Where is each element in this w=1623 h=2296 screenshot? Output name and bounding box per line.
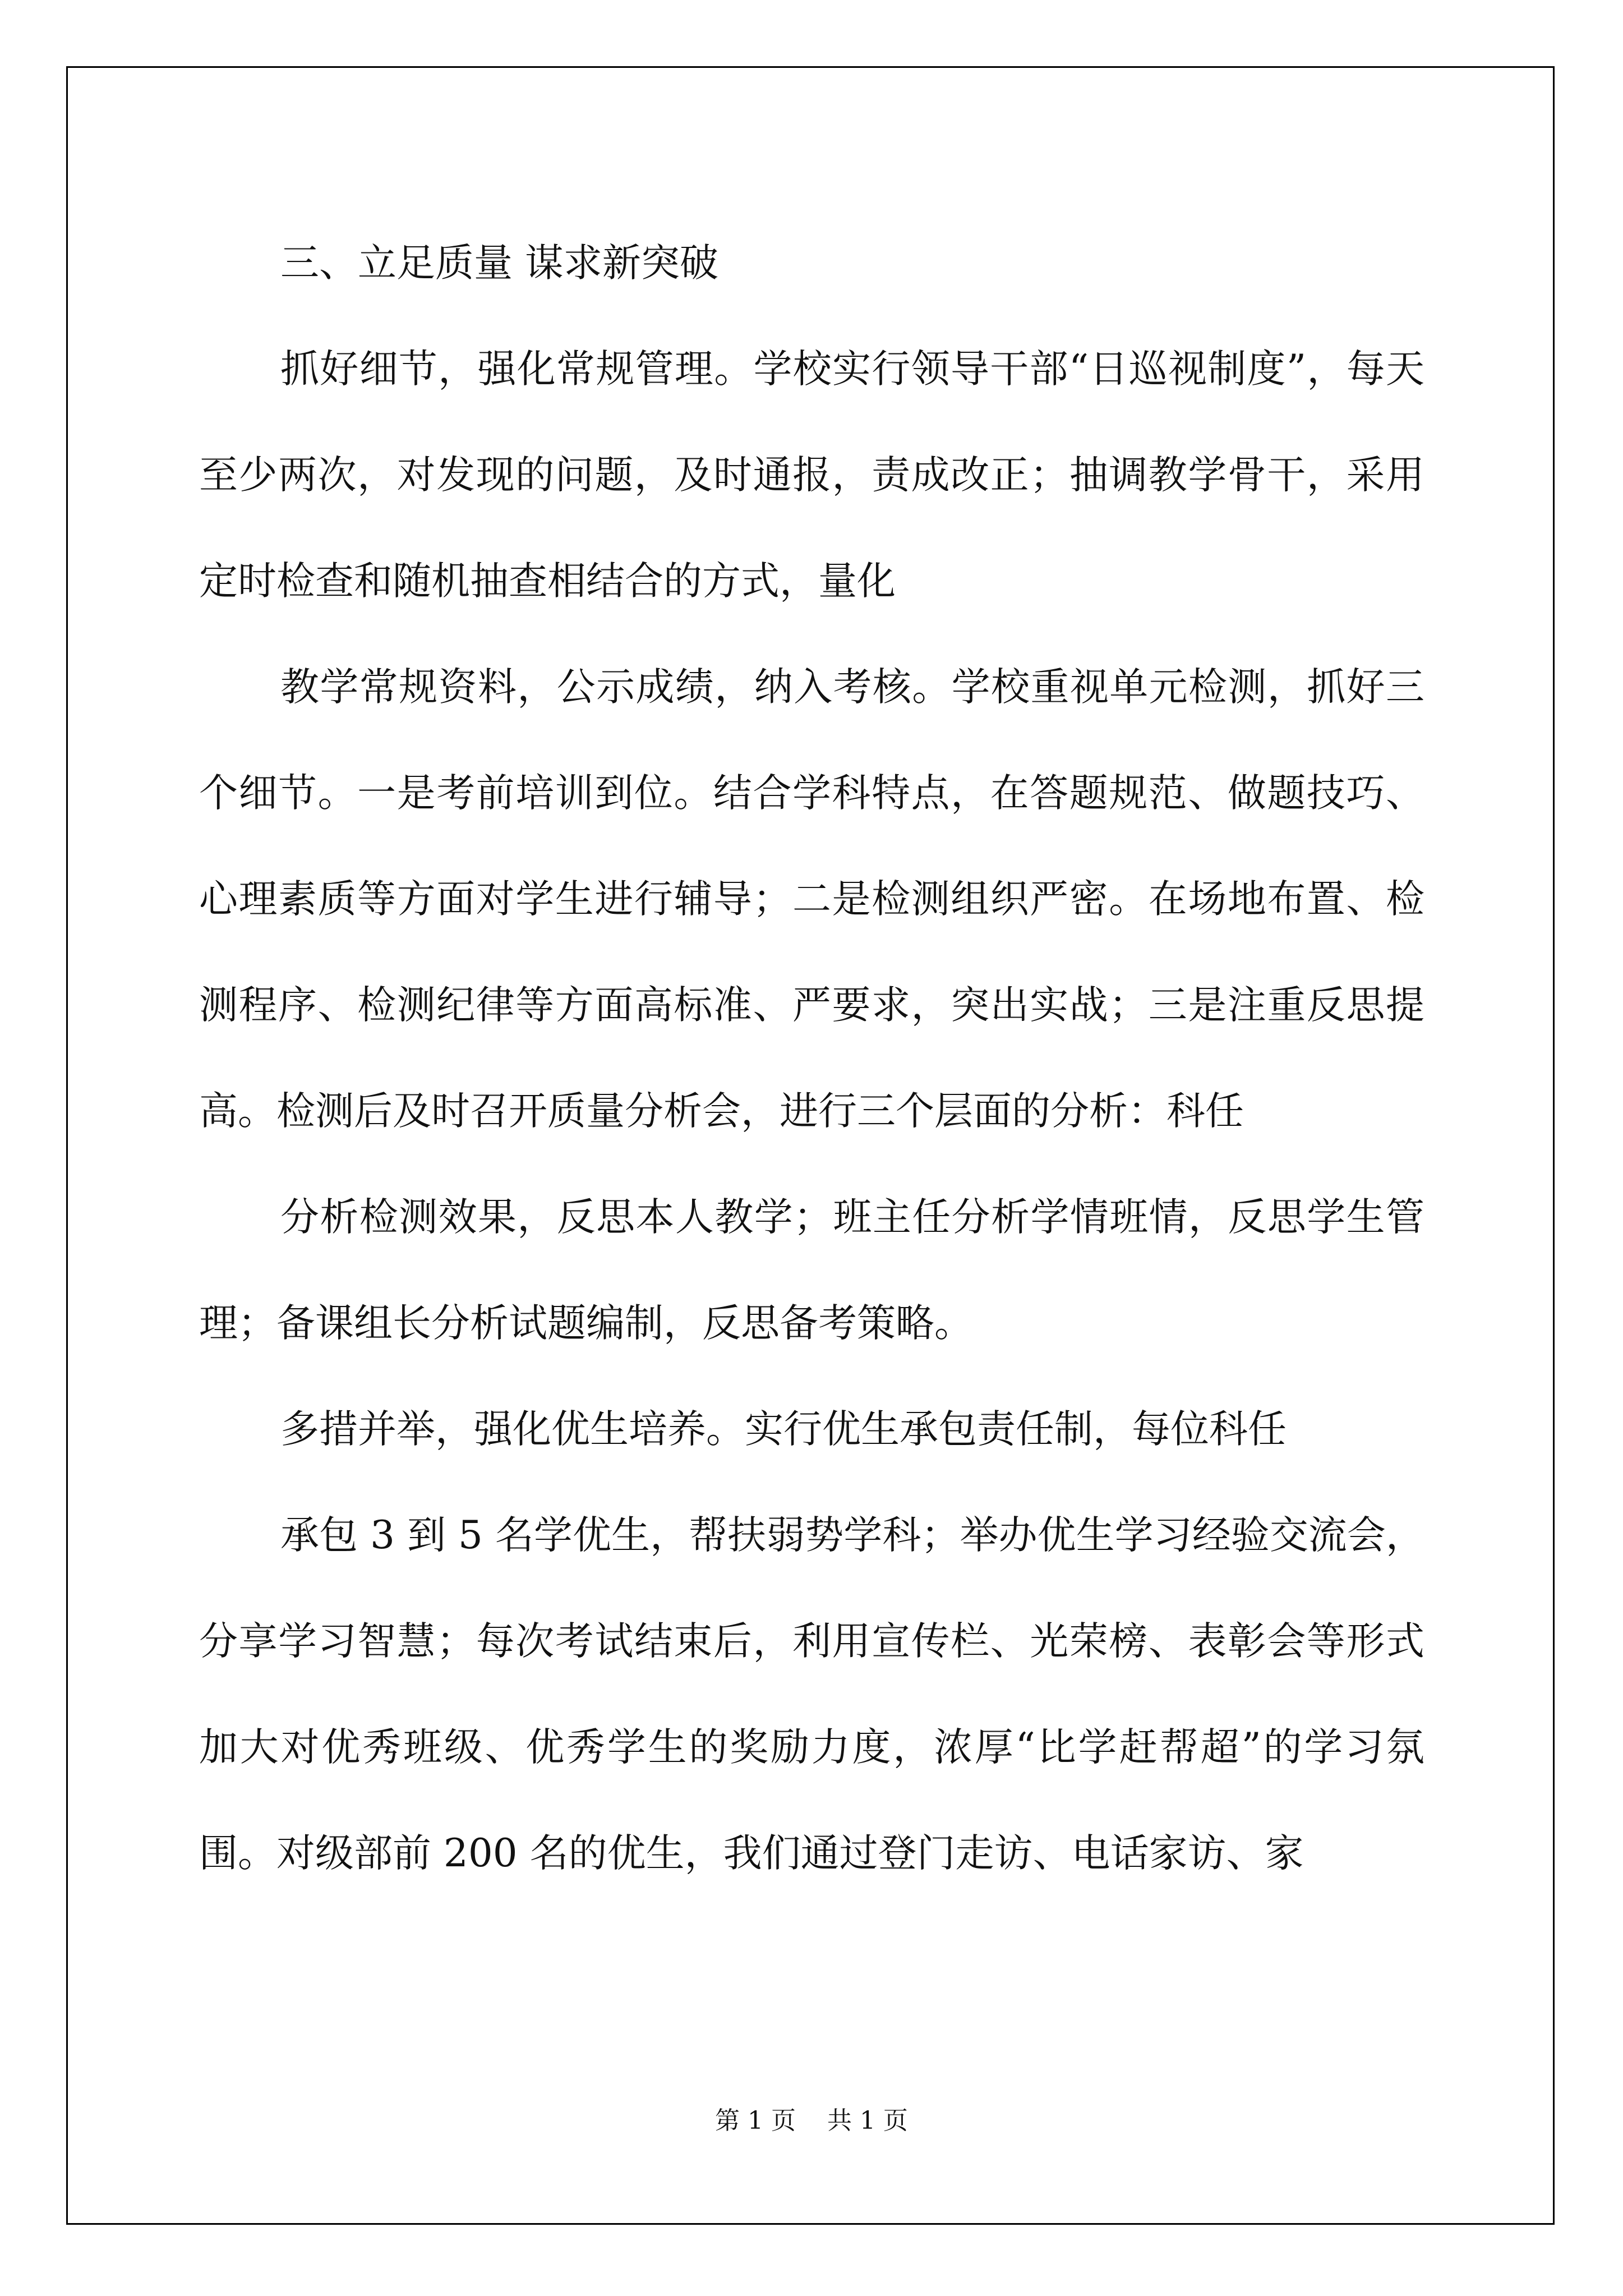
paragraph-3: 分析检测效果，反思本人教学；班主任分析学情班情，反思学生管理；备课组长分析试题编制，反思备考策略。 bbox=[199, 1195, 1424, 1346]
page-number: 第 1 页 bbox=[715, 2106, 796, 2135]
section-heading: 三、立足质量 谋求新突破 bbox=[280, 241, 718, 286]
paragraph-5: 承包 3 到 5 名学优生，帮扶弱势学科；举办优生学习经验交流会，分享学习智慧；每次考试结束后，利用宣传栏、光荣榜、表彰会等形式加大对优秀班级、优秀学生的奖励力度，浓厚“比学赶帮超”的学习氛围。对级部前 200 名的优生，我们通过登门走访、电话家访、家 bbox=[199, 1513, 1424, 1876]
paragraph-1: 抓好细节，强化常规管理。学校实行领导干部“日巡视制度”，每天至少两次，对发现的问题，及时通报，责成改正；抽调教学骨干，采用定时检查和随机抽查相结合的方式，量化 bbox=[199, 347, 1424, 604]
page-total: 共 1 页 bbox=[827, 2106, 908, 2135]
paragraph-2: 教学常规资料，公示成绩，纳入考核。学校重视单元检测，抓好三个细节。一是考前培训到位。结合学科特点，在答题规范、做题技巧、心理素质等方面对学生进行辅导；二是检测组织严密。在场地布置、检测程序、检测纪律等方面高标准、严要求，突出实战；三是注重反思提高。检测后及时召开质量分析会，进行三个层面的分析：科任 bbox=[199, 665, 1424, 1134]
document-body bbox=[199, 210, 1424, 1907]
page-footer bbox=[0, 2100, 1623, 2136]
paragraph-4: 多措并举，强化优生培养。实行优生承包责任制，每位科任 bbox=[280, 1407, 1287, 1452]
